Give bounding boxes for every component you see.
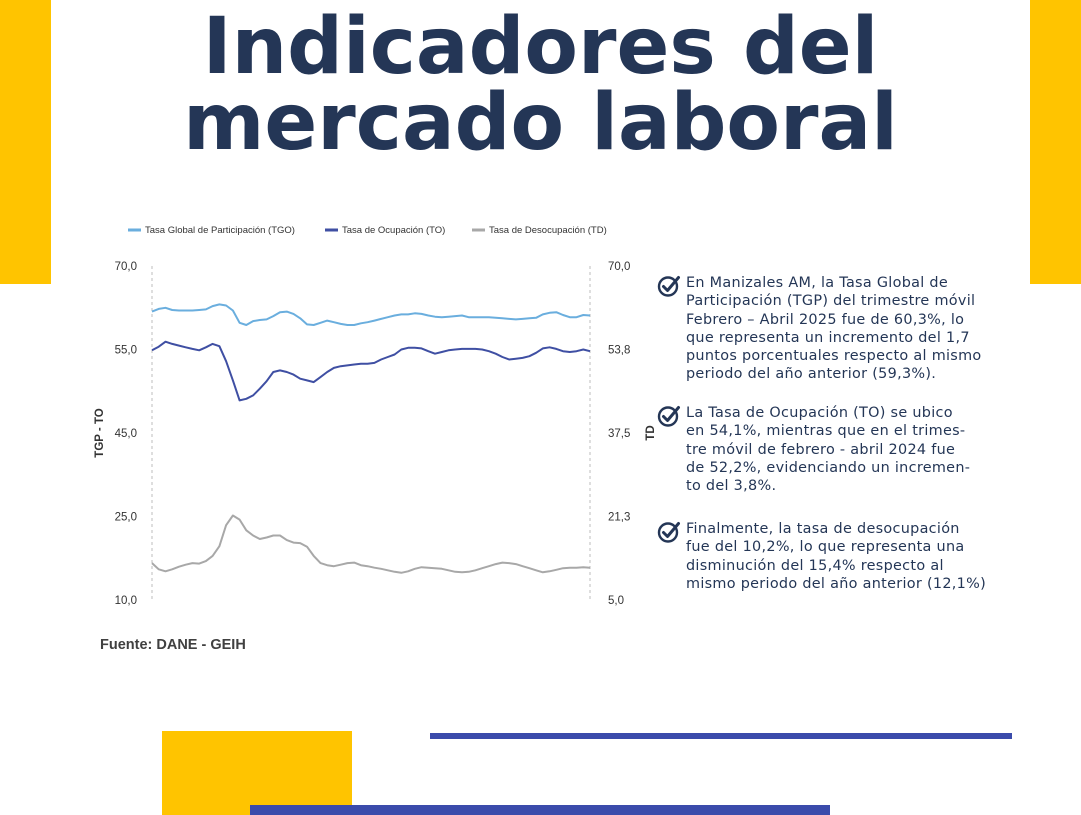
page-title-line-1: Indicadores del (202, 2, 879, 92)
note-line: periodo del año anterior (59,3%). (686, 366, 937, 383)
y-left-tick-label: 45,0 (114, 428, 137, 440)
y-left-tick-label: 70,0 (114, 261, 137, 273)
series-line-1 (152, 304, 590, 325)
page-title-line-2: mercado laboral (183, 78, 898, 168)
note-occupation (657, 404, 1027, 495)
note-participation (657, 274, 1027, 384)
note-line: tre móvil de febrero - abril 2024 fue (686, 441, 956, 458)
note-line: mismo periodo del año anterior (12,1%) (686, 575, 986, 592)
note-line: de 52,2%, evidenciando un incremen- (686, 459, 971, 476)
y-right-axis-title: TD (645, 425, 657, 441)
note-line: En Manizales AM, la Tasa Global de (686, 275, 949, 291)
legend-label: Tasa de Desocupación (TD) (489, 225, 607, 236)
note-line: Finalmente, la tasa de desocupación (686, 521, 960, 537)
series-line-2 (152, 342, 590, 401)
note-line: puntos porcentuales respecto al mismo (686, 348, 982, 365)
y-right-tick-label: 53,8 (608, 344, 631, 357)
blue-rule-bottom (250, 805, 830, 815)
check-circle-icon (657, 520, 681, 544)
note-line: que representa un incremento del 1,7 (686, 329, 970, 346)
y-left-tick-label: 25,0 (114, 511, 137, 524)
chart-source: Fuente: DANE - GEIH (100, 637, 246, 653)
note-line: Participación (TGP) del trimestre móvil (686, 293, 976, 310)
check-circle-icon (657, 404, 681, 428)
note-line: La Tasa de Ocupación (TO) se ubico (686, 405, 953, 421)
yellow-block-bottom (162, 731, 352, 815)
note-participation-text (686, 274, 1027, 384)
y-right-tick-label: 5,0 (608, 595, 624, 607)
y-left-tick-label: 55,0 (114, 344, 137, 357)
note-line: to del 3,8%. (686, 478, 777, 495)
note-occupation-text (686, 404, 1027, 495)
legend-label: Tasa Global de Participación (TGO) (145, 225, 295, 236)
labor-market-chart (80, 210, 657, 620)
y-right-tick-label: 37,5 (608, 428, 631, 440)
y-left-tick-label: 10,0 (114, 595, 137, 607)
note-line: Febrero – Abril 2025 fue de 60,3%, lo (686, 311, 965, 328)
note-unemployment (657, 520, 1027, 593)
y-right-tick-label: 70,0 (608, 261, 631, 273)
check-circle-icon (657, 274, 681, 298)
y-right-tick-label: 21,3 (608, 511, 631, 524)
y-left-axis-title: TGP - TO (94, 408, 106, 458)
note-unemployment-text (686, 520, 1027, 593)
note-line: fue del 10,2%, lo que representa una (686, 539, 965, 556)
series-line-3 (152, 516, 590, 573)
blue-rule-top (430, 733, 1012, 739)
legend-label: Tasa de Ocupación (TO) (342, 225, 446, 236)
note-line: disminución del 15,4% respecto al (686, 557, 944, 574)
note-line: en 54,1%, mientras que en el trimes- (686, 423, 966, 440)
